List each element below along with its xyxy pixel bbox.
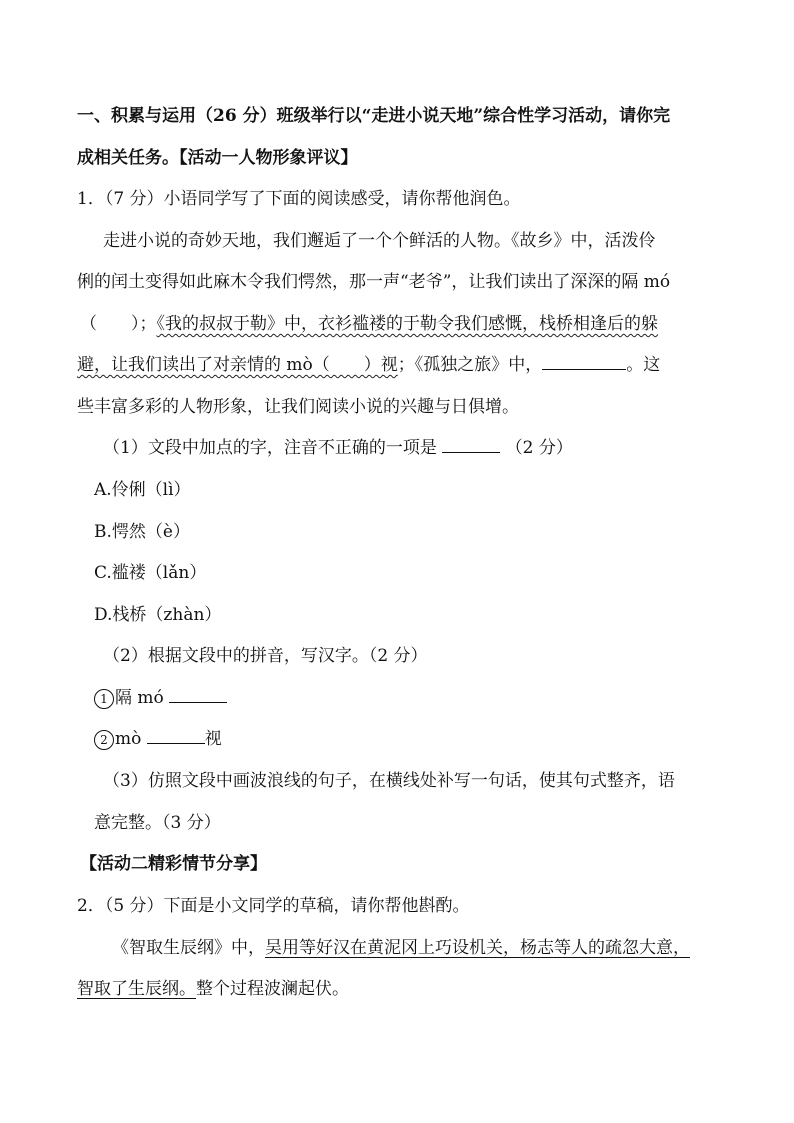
passage-line-4-mid: ；《孤独之旅》中， xyxy=(397,355,543,375)
option-d: D.栈桥（zhàn） xyxy=(94,605,222,625)
passage-line-4-end: 。这 xyxy=(626,355,661,375)
question-2-head: 2．（5 分）下面是小文同学的草稿，请你帮他斟酌。 xyxy=(77,896,470,916)
underlined-sentence-part1: 吴用等好汉在黄泥冈上巧设机关，杨志等人的疏忽大意， xyxy=(265,938,690,958)
passage-line-1: 走进小说的奇妙天地，我们邂逅了一个个鲜活的人物。《故乡》中，活泼伶 xyxy=(103,231,656,251)
sub-question-3-line1: （3）仿照文段中画波浪线的句子，在横线处补写一句话，使其句式整齐，语 xyxy=(103,771,675,791)
question-1-head: 1．（7 分）小语同学写了下面的阅读感受，请你帮他润色。 xyxy=(77,189,521,209)
section-title-line1: 一、积累与运用（26 分）班级举行以“走进小说天地”综合性学习活动，请你完 xyxy=(77,106,671,126)
sub-question-2-item-1 xyxy=(94,686,227,710)
sub-question-2: （2）根据文段中的拼音，写汉字。（2 分） xyxy=(103,646,428,666)
activity-2-title: 【活动二精彩情节分享】 xyxy=(80,854,267,874)
draft-line-1-start: 《智取生辰纲》中， xyxy=(112,938,265,958)
item-1-text: 隔 mó xyxy=(115,688,164,708)
option-c: C.褴褛（lǎn） xyxy=(94,563,207,583)
sub-question-2-item-2 xyxy=(94,727,222,751)
fill-in-blank-sentence[interactable] xyxy=(542,353,626,370)
answer-blank-mo-membrane[interactable] xyxy=(169,686,227,703)
circled-number-1: 1 xyxy=(94,689,114,709)
item-2-text: mò xyxy=(115,729,142,749)
answer-blank-mo-indifferent[interactable] xyxy=(147,727,205,744)
item-2-after: 视 xyxy=(204,729,222,749)
wavy-underlined-sentence-part2: 避，让我们读出了对亲情的 mò（ ）视 xyxy=(77,355,398,375)
answer-blank-1[interactable] xyxy=(442,436,500,453)
passage-line-3-start: （ ）； xyxy=(80,314,157,334)
sub-question-3-line2: 意完整。（3 分） xyxy=(94,813,221,833)
wavy-underlined-sentence-part1: 《我的叔叔于勒》中，衣衫褴褛的于勒令我们感慨，栈桥相逢后的躲 xyxy=(156,314,658,334)
draft-line-1 xyxy=(112,936,690,960)
passage-line-4 xyxy=(77,353,660,377)
passage-line-3 xyxy=(80,312,658,336)
underlined-sentence-part2: 智取了生辰纲。 xyxy=(77,979,196,999)
passage-line-2: 俐的闰土变得如此麻木令我们愕然，那一声“老爷”，让我们读出了深深的隔 mó xyxy=(77,272,671,292)
draft-line-2 xyxy=(77,977,349,1001)
sub-question-1 xyxy=(103,436,573,460)
sub-question-1-score: （2 分） xyxy=(505,438,573,458)
section-title-line2: 成相关任务。【活动一人物形象评议】 xyxy=(77,148,358,168)
option-b: B.愕然（è） xyxy=(94,522,190,542)
sub-question-1-stem: （1）文段中加点的字，注音不正确的一项是 xyxy=(103,438,437,458)
draft-line-2-end: 整个过程波澜起伏。 xyxy=(196,979,349,999)
passage-line-5: 些丰富多彩的人物形象，让我们阅读小说的兴趣与日俱增。 xyxy=(77,397,519,417)
circled-number-2: 2 xyxy=(94,730,114,750)
option-a: A.伶俐（lì） xyxy=(94,480,191,500)
